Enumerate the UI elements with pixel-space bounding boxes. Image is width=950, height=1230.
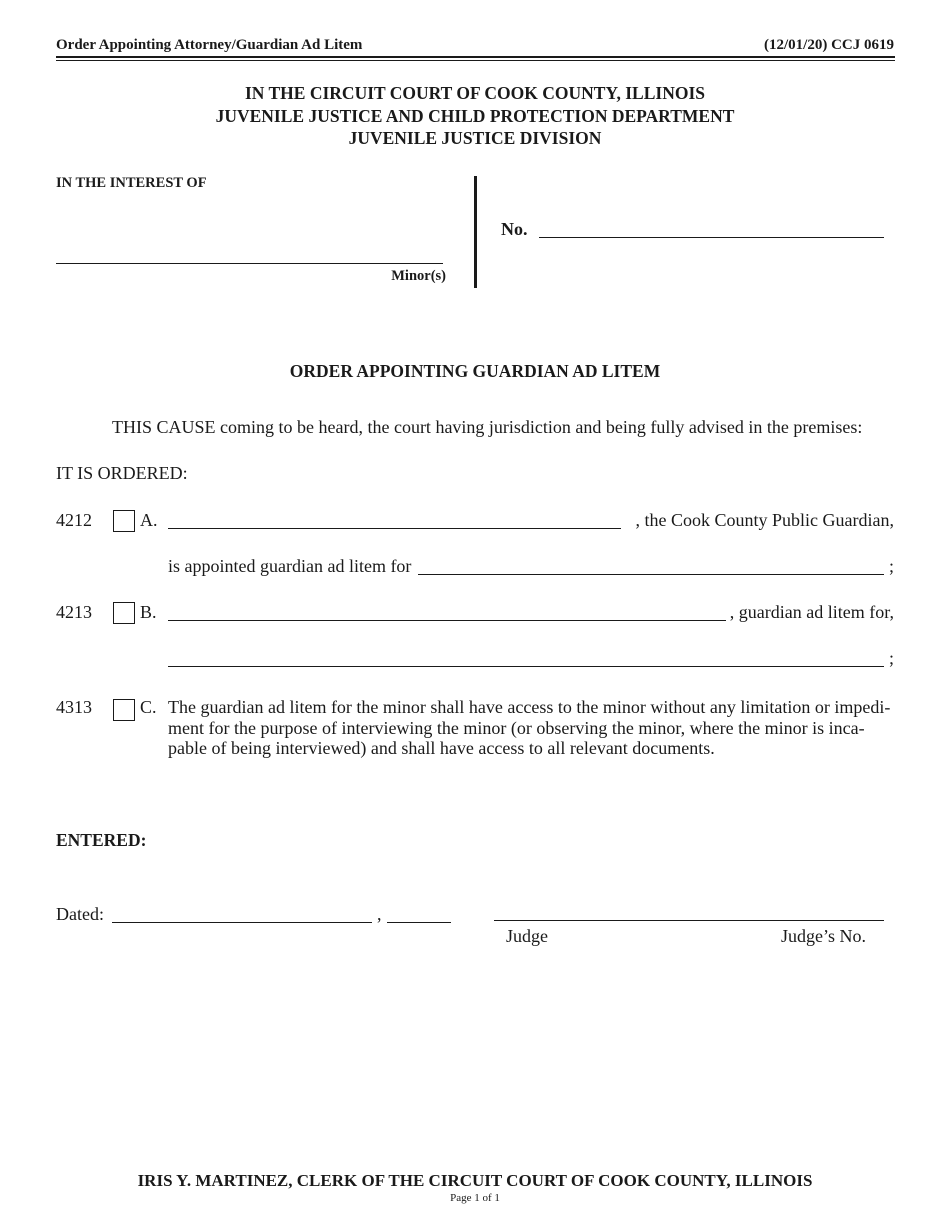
clerk-footer: IRIS Y. MARTINEZ, CLERK OF THE CIRCUIT COURT OF COOK COUNTY, ILLINOIS	[137, 1171, 813, 1190]
item-a-attorney-line[interactable]	[168, 528, 621, 529]
judge-label: Judge	[506, 926, 548, 946]
header-rule-thick	[56, 56, 895, 58]
judge-signature-line[interactable]	[494, 920, 884, 921]
page-number: Page 1 of 1	[450, 1192, 500, 1204]
item-c-paragraph	[168, 697, 894, 759]
date-line[interactable]	[112, 922, 372, 923]
item-b-semicolon: ;	[888, 648, 894, 668]
year-line[interactable]	[387, 922, 451, 923]
entered-label: ENTERED:	[56, 830, 147, 850]
order-title: ORDER APPOINTING GUARDIAN AD LITEM	[289, 361, 661, 381]
it-is-ordered: IT IS ORDERED:	[56, 463, 188, 483]
item-c-checkbox[interactable]	[113, 699, 135, 721]
minor-label: Minor(s)	[391, 268, 446, 284]
caption-divider	[474, 176, 477, 288]
item-b-suffix: , guardian ad litem for,	[729, 602, 894, 622]
form-title: Order Appointing Attorney/Guardian Ad Litem	[56, 37, 363, 53]
item-b-code: 4213	[56, 602, 92, 622]
item-b-attorney-line[interactable]	[168, 620, 726, 621]
header-rule-thin	[56, 60, 895, 61]
item-c-line-3: pable of being interviewed) and shall have access to all relevant documents.	[168, 738, 715, 758]
item-a-minor-line[interactable]	[418, 574, 884, 575]
item-a-letter: A.	[140, 510, 158, 530]
case-number-label: No.	[501, 219, 528, 239]
item-b-checkbox[interactable]	[113, 602, 135, 624]
item-a-semicolon: ;	[888, 556, 894, 576]
court-heading	[0, 82, 950, 150]
court-division: JUVENILE JUSTICE DIVISION	[348, 128, 602, 148]
item-b-minor-line[interactable]	[168, 666, 884, 667]
item-b-letter: B.	[140, 602, 157, 622]
date-comma: ,	[377, 904, 382, 924]
item-c-line-2: ment for the purpose of interviewing the minor (or observing the minor, where the minor is inca-	[168, 717, 865, 738]
minor-name-line[interactable]	[56, 263, 443, 264]
preamble: THIS CAUSE coming to be heard, the court having jurisdiction and being fully advised in the premises:	[112, 417, 863, 437]
form-code: (12/01/20) CCJ 0619	[764, 37, 894, 53]
judge-number-label: Judge’s No.	[781, 926, 866, 946]
item-a-checkbox[interactable]	[113, 510, 135, 532]
item-c-code: 4313	[56, 697, 92, 717]
item-a-code: 4212	[56, 510, 92, 530]
item-a-suffix: , the Cook County Public Guardian,	[635, 510, 894, 530]
item-a-appointed-text: is appointed guardian ad litem for	[168, 556, 412, 576]
case-number-line[interactable]	[539, 237, 884, 238]
item-c-letter: C.	[140, 697, 157, 717]
dated-label: Dated:	[56, 904, 104, 924]
interest-label: IN THE INTEREST OF	[56, 175, 207, 191]
item-c-line-1: The guardian ad litem for the minor shall have access to the minor without any limitation or impedi-	[168, 697, 891, 717]
court-department: JUVENILE JUSTICE AND CHILD PROTECTION DEPARTMENT	[215, 105, 735, 126]
court-name: IN THE CIRCUIT COURT OF COOK COUNTY, ILLINOIS	[245, 83, 705, 103]
